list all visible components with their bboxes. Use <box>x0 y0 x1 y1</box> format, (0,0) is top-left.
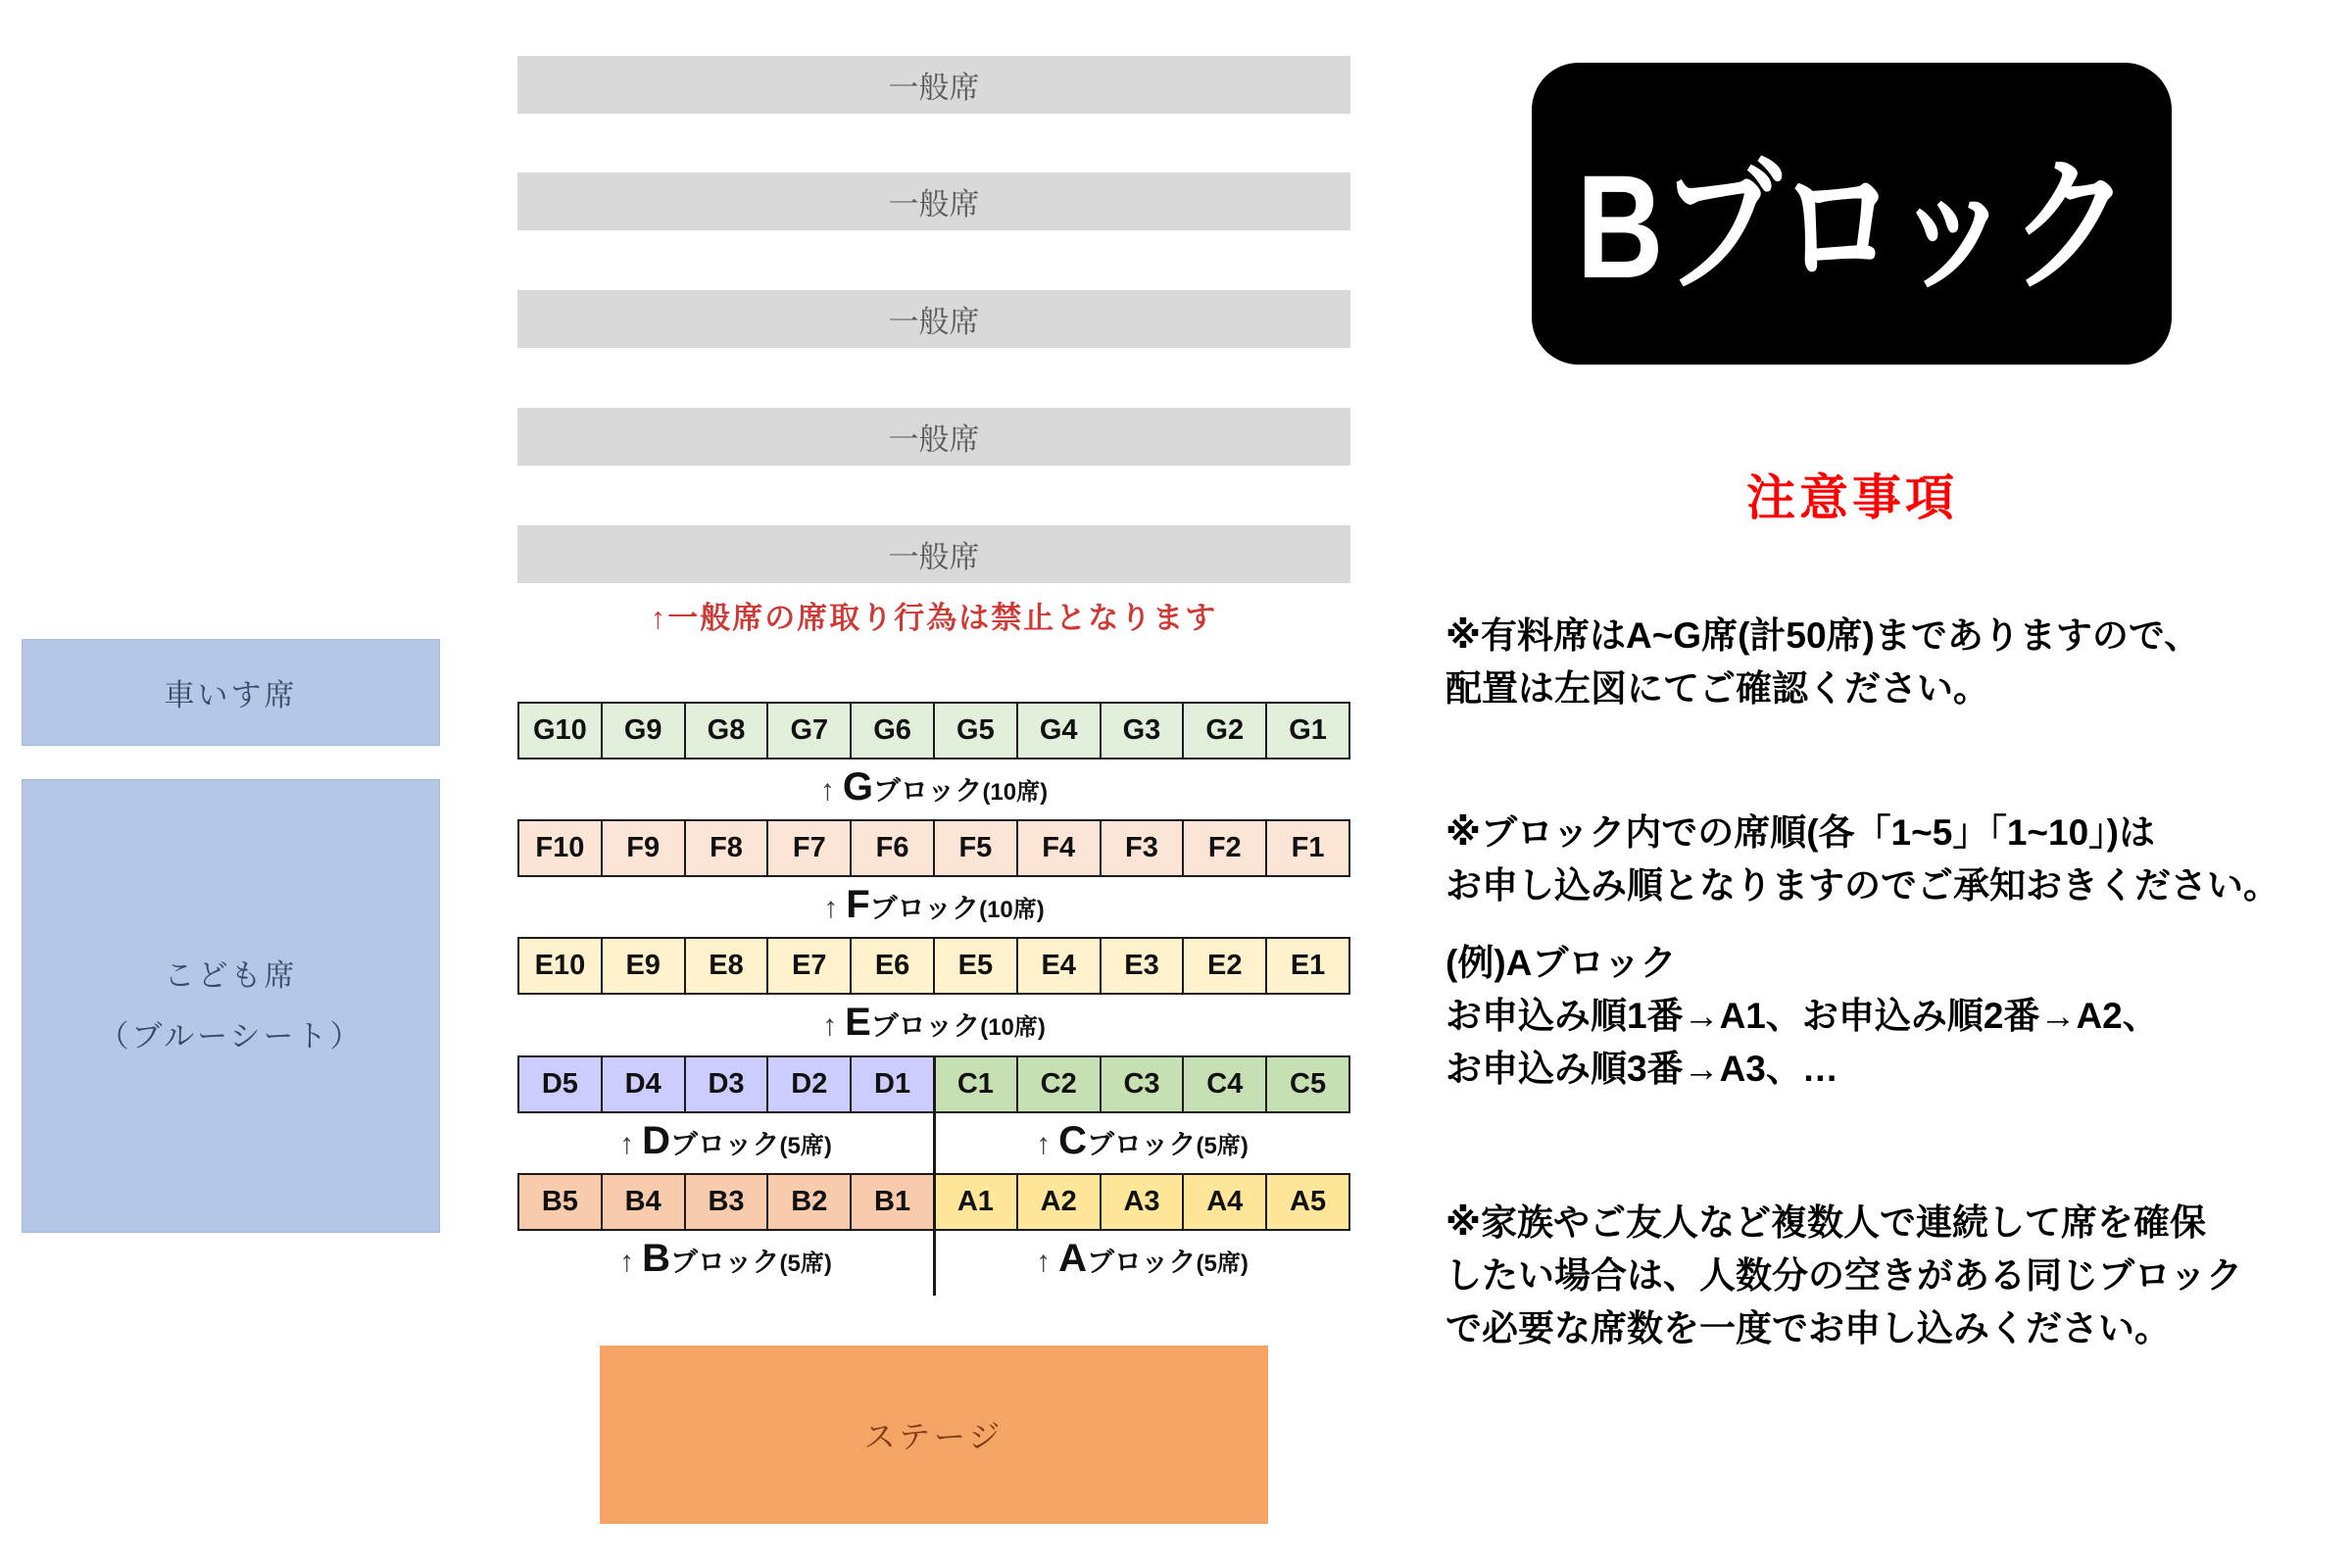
block-word: ブロック <box>869 893 980 923</box>
block-word: ブロック <box>670 1247 780 1277</box>
block-letter: D <box>642 1119 671 1162</box>
seat-E7: E7 <box>768 939 852 993</box>
notice-line: ※有料席はA~G席(計50席)までありますので、 <box>1446 615 2201 656</box>
seat-G9: G9 <box>603 704 686 758</box>
seat-C3: C3 <box>1102 1057 1185 1111</box>
seat-E1: E1 <box>1267 939 1348 993</box>
wheelchair-seat-zone <box>22 639 440 746</box>
up-arrow-icon: ↑ <box>823 892 839 924</box>
seat-E9: E9 <box>603 939 686 993</box>
block-caption-B <box>517 1237 934 1282</box>
block-letter: A <box>1058 1237 1088 1280</box>
seat-G3: G3 <box>1102 704 1185 758</box>
seat-F6: F6 <box>852 821 935 875</box>
seat-row <box>517 702 1350 810</box>
kids-seat-zone <box>22 779 440 1233</box>
seat-F9: F9 <box>603 821 686 875</box>
block-capacity: (10席) <box>980 1014 1046 1041</box>
block-badge <box>1532 63 2172 365</box>
block-caption-A <box>934 1237 1350 1282</box>
kids-seat-label-line1: こども席 <box>164 957 298 993</box>
seat-C2: C2 <box>1018 1057 1102 1111</box>
up-arrow-icon: ↑ <box>822 1009 838 1042</box>
stage-label: ステージ <box>863 1419 1004 1454</box>
block-word: ブロック <box>1087 1129 1197 1159</box>
seat-E3: E3 <box>1102 939 1185 993</box>
seat-D2: D2 <box>768 1057 852 1111</box>
general-seat-bar: 一般席 <box>517 290 1350 348</box>
seat-G7: G7 <box>768 704 852 758</box>
seat-G8: G8 <box>686 704 769 758</box>
up-arrow-icon: ↑ <box>1036 1246 1052 1278</box>
block-caption-C <box>934 1119 1350 1164</box>
seat-F7: F7 <box>768 821 852 875</box>
seat-G10: G10 <box>519 704 603 758</box>
seat-A2: A2 <box>1018 1175 1102 1229</box>
seat-B5: B5 <box>519 1175 603 1229</box>
general-seat-bar: 一般席 <box>517 408 1350 466</box>
seat-D1: D1 <box>852 1057 935 1111</box>
seat-row-captions <box>517 883 1350 928</box>
notice-line: ※家族やご友人など複数人で連続して席を確保 <box>1446 1202 2206 1243</box>
general-seat-bar: 一般席 <box>517 525 1350 583</box>
seat-G4: G4 <box>1018 704 1102 758</box>
seat-F4: F4 <box>1018 821 1102 875</box>
block-caption-F <box>517 883 1350 928</box>
up-arrow-icon: ↑ <box>1036 1128 1052 1160</box>
seat-F3: F3 <box>1102 821 1185 875</box>
seat-G6: G6 <box>852 704 935 758</box>
seat-C4: C4 <box>1184 1057 1267 1111</box>
notice-paragraph-paid-seats <box>1446 610 2347 715</box>
seat-A3: A3 <box>1102 1175 1185 1229</box>
notice-line: お申込み順3番→A3、… <box>1446 1049 1838 1089</box>
block-badge-label: Bブロック <box>1576 144 2128 309</box>
seat-E10: E10 <box>519 939 603 993</box>
notice-line: (例)Aブロック <box>1446 943 1677 983</box>
seat-F10: F10 <box>519 821 603 875</box>
seat-C1: C1 <box>935 1057 1018 1111</box>
seat-B2: B2 <box>768 1175 852 1229</box>
block-word: ブロック <box>870 1010 981 1041</box>
block-divider-line <box>933 1055 936 1296</box>
block-word: ブロック <box>1087 1247 1197 1277</box>
notice-line: で必要な席数を一度でお申し込みください。 <box>1446 1308 2171 1348</box>
block-caption-G <box>517 765 1350 810</box>
seat-C5: C5 <box>1267 1057 1348 1111</box>
block-letter: G <box>842 765 873 808</box>
block-word: ブロック <box>670 1129 780 1159</box>
seat-F2: F2 <box>1184 821 1267 875</box>
block-letter: E <box>845 1001 871 1044</box>
seat-G2: G2 <box>1184 704 1267 758</box>
seat-F5: F5 <box>935 821 1018 875</box>
notice-line: お申し込み順となりますのでご承知おきください。 <box>1446 865 2279 906</box>
seat-row <box>517 937 1350 1046</box>
block-capacity: (5席) <box>779 1133 832 1159</box>
block-capacity: (5席) <box>779 1250 832 1277</box>
wheelchair-seat-label: 車いす席 <box>164 678 298 712</box>
notice-paragraph-example <box>1446 937 2347 1096</box>
seat-G5: G5 <box>935 704 1018 758</box>
block-letter: F <box>846 883 870 926</box>
seat-D5: D5 <box>519 1057 603 1111</box>
notice-paragraph-group-booking <box>1446 1197 2347 1355</box>
general-seat-warning: ↑一般席の席取り行為は禁止となります <box>650 600 1218 635</box>
block-capacity: (10席) <box>982 779 1049 806</box>
block-letter: C <box>1058 1119 1088 1162</box>
notice-line: 配置は左図にてご確認ください。 <box>1446 668 1989 709</box>
seat-A4: A4 <box>1184 1175 1267 1229</box>
seat-row-cells <box>517 937 1350 995</box>
seat-row <box>517 819 1350 928</box>
seat-F8: F8 <box>686 821 769 875</box>
seat-E2: E2 <box>1184 939 1267 993</box>
general-seat-bar: 一般席 <box>517 172 1350 230</box>
seat-E6: E6 <box>852 939 935 993</box>
notice-line: お申込み順1番→A1、お申込み順2番→A2、 <box>1446 996 2159 1036</box>
seat-B3: B3 <box>686 1175 769 1229</box>
block-letter: B <box>642 1237 671 1280</box>
seat-A1: A1 <box>935 1175 1018 1229</box>
seat-E5: E5 <box>935 939 1018 993</box>
seat-D3: D3 <box>686 1057 769 1111</box>
general-seat-bar: 一般席 <box>517 56 1350 114</box>
seat-row-cells <box>517 702 1350 760</box>
up-arrow-icon: ↑ <box>619 1128 635 1160</box>
up-arrow-icon: ↑ <box>619 1246 635 1278</box>
seat-G1: G1 <box>1267 704 1348 758</box>
stage <box>600 1346 1268 1524</box>
notice-heading: 注意事項 <box>1746 470 1958 525</box>
seat-F1: F1 <box>1267 821 1348 875</box>
block-capacity: (10席) <box>979 897 1045 923</box>
kids-seat-label-line2: （ブルーシート） <box>98 1018 364 1054</box>
seat-D4: D4 <box>603 1057 686 1111</box>
seat-B4: B4 <box>603 1175 686 1229</box>
seat-row-cells <box>517 819 1350 877</box>
block-capacity: (5席) <box>1196 1133 1249 1159</box>
seat-B1: B1 <box>852 1175 935 1229</box>
block-word: ブロック <box>872 775 983 806</box>
notice-line: ※ブロック内での席順(各「1~5」「1~10」)は <box>1446 812 2155 853</box>
block-caption-E <box>517 1001 1350 1046</box>
seat-E4: E4 <box>1018 939 1102 993</box>
block-caption-D <box>517 1119 934 1164</box>
up-arrow-icon: ↑ <box>819 774 835 807</box>
seat-row-captions <box>517 1001 1350 1046</box>
notice-paragraph-seat-order <box>1446 807 2347 912</box>
seat-E8: E8 <box>686 939 769 993</box>
seat-row-captions <box>517 765 1350 810</box>
seat-A5: A5 <box>1267 1175 1348 1229</box>
block-capacity: (5席) <box>1196 1250 1249 1277</box>
notice-line: したい場合は、人数分の空きがある同じブロック <box>1446 1255 2243 1296</box>
